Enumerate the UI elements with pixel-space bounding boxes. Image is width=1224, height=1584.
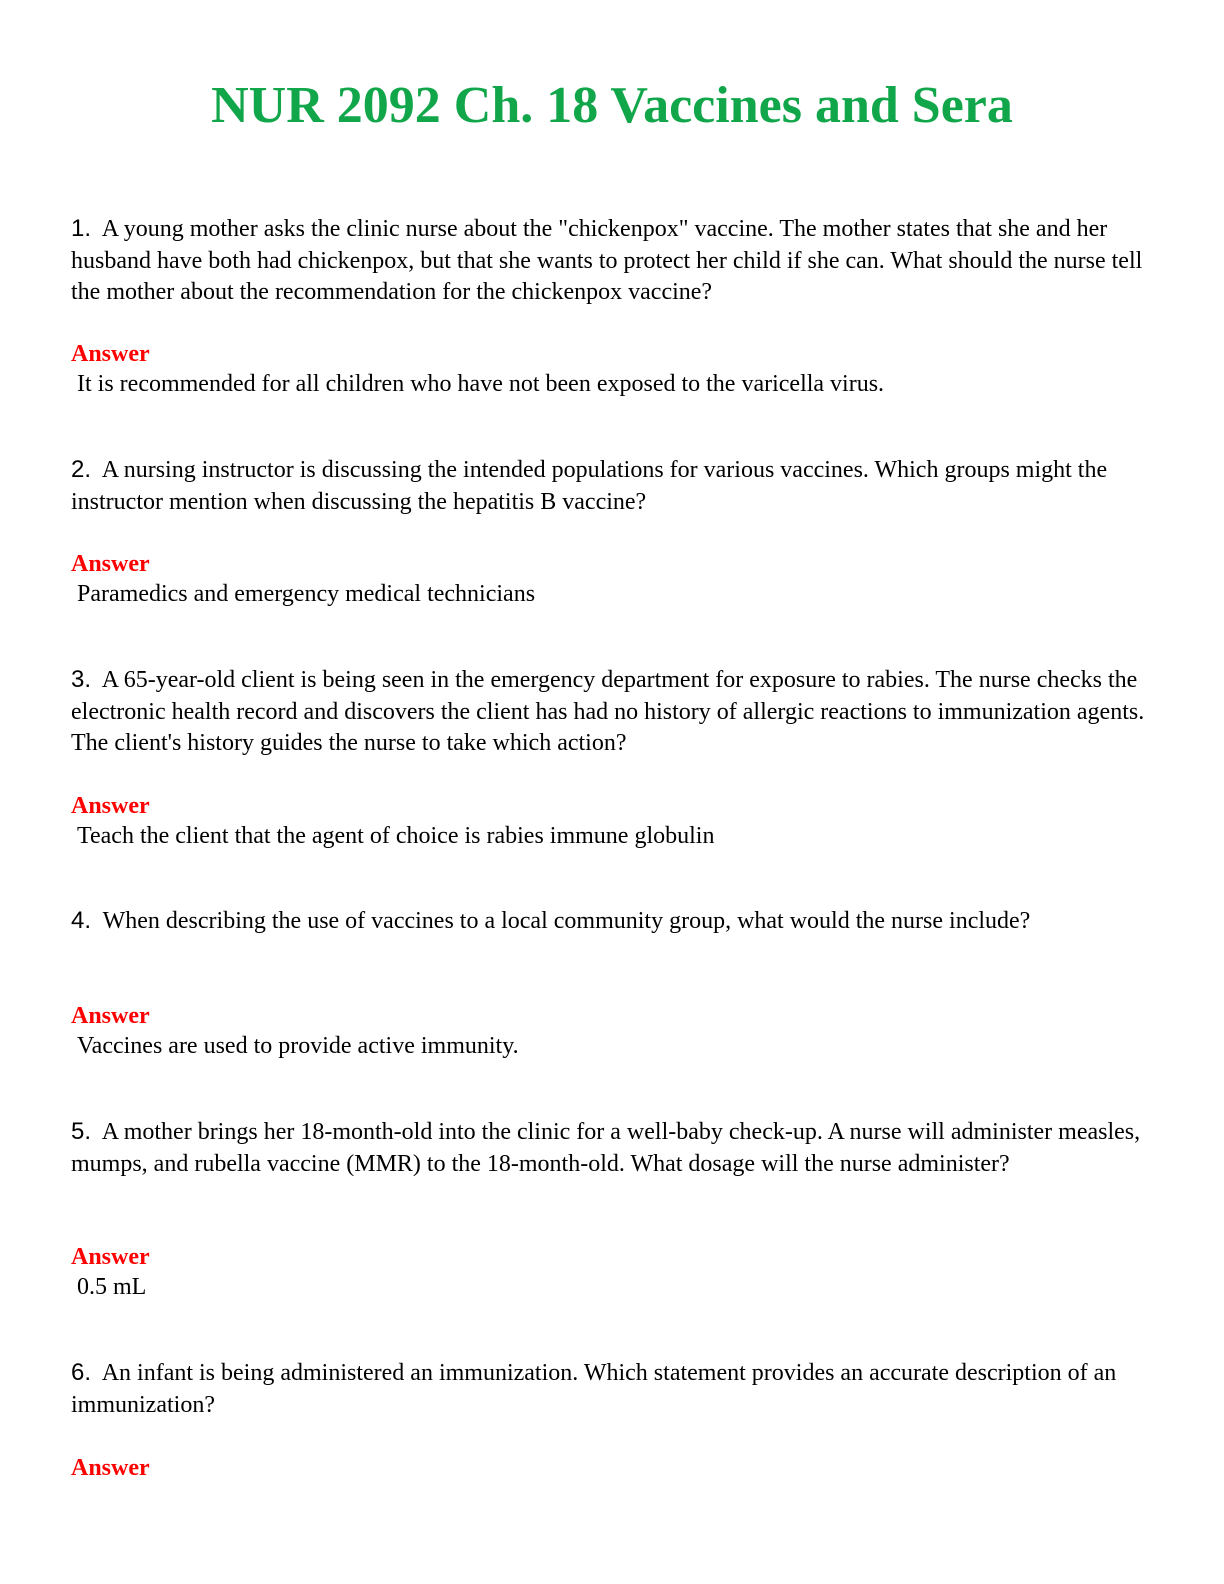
answer-block-3 bbox=[71, 791, 1151, 851]
question-1 bbox=[71, 213, 1151, 309]
qa-item-5 bbox=[71, 1116, 1151, 1180]
answer-text: Vaccines are used to provide active immunity. bbox=[77, 1033, 519, 1059]
question-6 bbox=[71, 1357, 1151, 1421]
question-4 bbox=[71, 905, 1151, 938]
question-number: 2. bbox=[71, 456, 92, 483]
question-text: A young mother asks the clinic nurse about the "chickenpox" vaccine. The mother states that she and her husband have both had chickenpox, but that she wants to protect her child if she can. What should the nurse tell the mother about the recommendation for the chickenpox vaccine? bbox=[71, 216, 1143, 305]
question-number: 5. bbox=[71, 1118, 92, 1145]
answer-text: It is recommended for all children who have not been exposed to the varicella virus. bbox=[77, 371, 885, 397]
question-text: When describing the use of vaccines to a local community group, what would the nurse include? bbox=[102, 908, 1031, 934]
answer-block-6 bbox=[71, 1453, 1151, 1483]
question-number: 1. bbox=[71, 215, 92, 242]
question-text: A mother brings her 18-month-old into the clinic for a well-baby check-up. A nurse will administer measles, mumps, and rubella vaccine (MMR) to the 18-month-old. What dosage will the nurse administer? bbox=[71, 1119, 1141, 1177]
answer-block-1 bbox=[71, 339, 1151, 399]
answer-text: Teach the client that the agent of choice is rabies immune globulin bbox=[77, 823, 715, 849]
answer-label: Answer bbox=[71, 1455, 150, 1481]
qa-item-1 bbox=[71, 213, 1151, 309]
question-text: An infant is being administered an immunization. Which statement provides an accurate description of an immunization? bbox=[71, 1360, 1117, 1418]
question-number: 6. bbox=[71, 1359, 92, 1386]
answer-block-5 bbox=[71, 1242, 1151, 1302]
qa-item-4 bbox=[71, 905, 1151, 938]
document-title: NUR 2092 Ch. 18 Vaccines and Sera bbox=[211, 77, 1013, 134]
question-text: A nursing instructor is discussing the intended populations for various vaccines. Which groups might the instructor mention when discussing the hepatitis B vaccine? bbox=[71, 457, 1108, 515]
question-text: A 65-year-old client is being seen in the emergency department for exposure to rabies. The nurse checks the electronic health record and discovers the client has had no history of allergic reactions to immunization agents. The client's history guides the nurse to take which action? bbox=[71, 667, 1145, 756]
answer-text: 0.5 mL bbox=[77, 1274, 147, 1300]
question-number: 4. bbox=[71, 907, 92, 934]
answer-label: Answer bbox=[71, 341, 150, 367]
question-number: 3. bbox=[71, 666, 92, 693]
question-5 bbox=[71, 1116, 1151, 1180]
answer-label: Answer bbox=[71, 793, 150, 819]
answer-label: Answer bbox=[71, 551, 150, 577]
answer-text: Paramedics and emergency medical technicians bbox=[77, 581, 536, 607]
answer-label: Answer bbox=[71, 1244, 150, 1270]
answer-block-4 bbox=[71, 1001, 1151, 1061]
answer-block-2 bbox=[71, 549, 1151, 609]
question-2 bbox=[71, 454, 1151, 518]
qa-item-3 bbox=[71, 664, 1151, 760]
question-3 bbox=[71, 664, 1151, 760]
qa-item-2 bbox=[71, 454, 1151, 518]
qa-item-6 bbox=[71, 1357, 1151, 1421]
answer-label: Answer bbox=[71, 1003, 150, 1029]
